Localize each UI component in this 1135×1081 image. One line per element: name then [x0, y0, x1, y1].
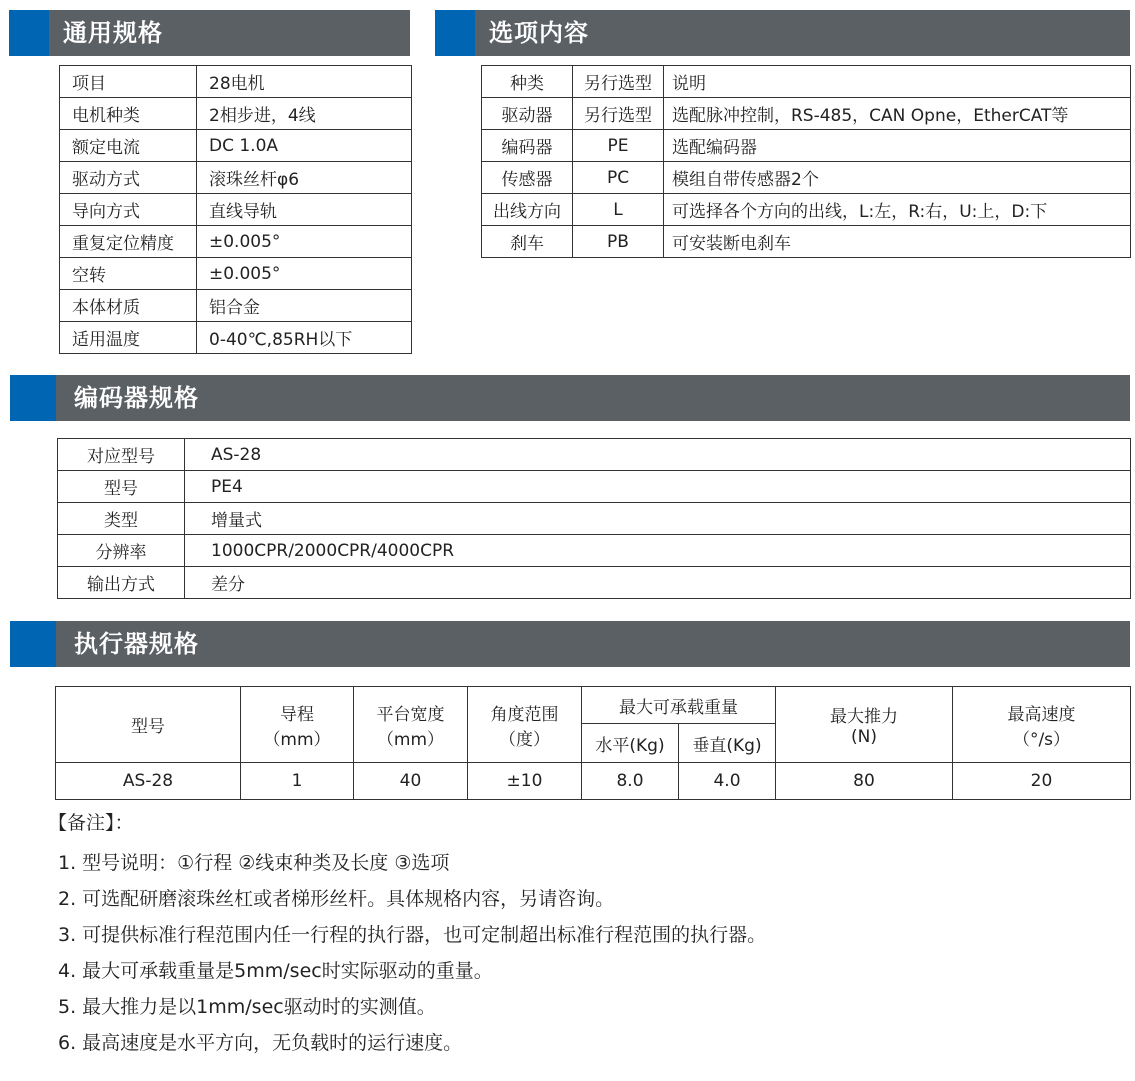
- note-item: 3. 可提供标准行程范围内任一行程的执行器，也可定制超出标准行程范围的执行器。: [58, 924, 767, 946]
- table-row: [60, 194, 412, 226]
- option-desc: 选配脉冲控制，RS-485，CAN Opne，EtherCAT等: [664, 98, 1131, 130]
- table-row: [60, 98, 412, 130]
- encoder-value: 增量式: [185, 503, 1131, 535]
- spec-value: 直线导轨: [197, 194, 412, 226]
- general-spec-title: 通用规格: [63, 19, 163, 47]
- option-code: L: [573, 194, 664, 226]
- header-label: 角度范围: [490, 704, 559, 725]
- cell-load-horizontal: 8.0: [582, 763, 679, 800]
- spec-label: 电机种类: [60, 98, 197, 130]
- option-kind: 出线方向: [482, 194, 573, 226]
- spec-value: 滚珠丝杆φ6: [197, 162, 412, 194]
- actuator-table: [55, 686, 1131, 800]
- spec-value: 2相步进，4线: [197, 98, 412, 130]
- table-row: [60, 322, 412, 354]
- table-row: [482, 162, 1131, 194]
- spec-value: 铝合金: [197, 290, 412, 322]
- header-accent: [9, 10, 49, 56]
- notes: [48, 808, 766, 1061]
- table-row: [56, 763, 1131, 800]
- encoder-title: 编码器规格: [74, 384, 199, 412]
- spec-label: 额定电流: [60, 130, 197, 162]
- spec-label: 适用温度: [60, 322, 197, 354]
- header-label: 平台宽度: [376, 704, 445, 725]
- table-row: [482, 130, 1131, 162]
- table-row: [482, 98, 1131, 130]
- table-row: [60, 290, 412, 322]
- options-header: [435, 10, 1130, 56]
- spec-value: DC 1.0A: [197, 130, 412, 162]
- option-kind: 传感器: [482, 162, 573, 194]
- general-spec-header: [9, 10, 410, 56]
- header-unit: (N): [851, 727, 877, 747]
- encoder-table: [57, 438, 1131, 599]
- encoder-label: 输出方式: [58, 567, 185, 599]
- option-code: PB: [573, 226, 664, 258]
- table-row: [482, 194, 1131, 226]
- table-row: [60, 162, 412, 194]
- option-desc: 选配编码器: [664, 130, 1131, 162]
- encoder-value: AS-28: [185, 439, 1131, 471]
- cell-lead: 1: [241, 763, 354, 800]
- option-code: PE: [573, 130, 664, 162]
- encoder-value: 差分: [185, 567, 1131, 599]
- header-label: 导程: [280, 704, 314, 725]
- encoder-value: PE4: [185, 471, 1131, 503]
- encoder-value: 1000CPR/2000CPR/4000CPR: [185, 535, 1131, 567]
- cell-width: 40: [354, 763, 468, 800]
- header-accent: [10, 375, 56, 421]
- col-load-horizontal: 水平(Kg): [582, 724, 679, 763]
- spec-value: 28电机: [197, 66, 412, 98]
- spec-label: 导向方式: [60, 194, 197, 226]
- col-load-vertical: 垂直(Kg): [679, 724, 776, 763]
- spec-label: 项目: [60, 66, 197, 98]
- table-row: [58, 503, 1131, 535]
- cell-speed: 20: [953, 763, 1131, 800]
- option-code: PC: [573, 162, 664, 194]
- col-angle: [468, 687, 582, 763]
- options-title: 选项内容: [489, 19, 589, 47]
- actuator-title: 执行器规格: [74, 630, 199, 658]
- option-desc: 可安装断电刹车: [664, 226, 1131, 258]
- general-spec-table: [59, 65, 412, 354]
- option-code: 另行选型: [573, 66, 664, 98]
- table-row: [58, 567, 1131, 599]
- col-thrust: [776, 687, 953, 763]
- encoder-label: 类型: [58, 503, 185, 535]
- spec-value: 0-40℃,85RH以下: [197, 322, 412, 354]
- note-item: 6. 最高速度是水平方向，无负载时的运行速度。: [58, 1032, 463, 1054]
- option-desc: 可选择各个方向的出线，L:左，R:右，U:上，D:下: [664, 194, 1131, 226]
- col-model: [56, 687, 241, 763]
- table-row: [60, 130, 412, 162]
- col-load: 最大可承载重量: [582, 687, 776, 724]
- header-unit: （度）: [499, 729, 550, 750]
- option-desc: 模组自带传感器2个: [664, 162, 1131, 194]
- encoder-label: 对应型号: [58, 439, 185, 471]
- notes-heading: 【备注】：: [48, 812, 134, 834]
- header-label: 型号: [131, 717, 165, 737]
- option-kind: 刹车: [482, 226, 573, 258]
- table-row: [60, 66, 412, 98]
- options-table: [481, 65, 1131, 258]
- spec-value: ±0.005°: [197, 258, 412, 290]
- table-row: [482, 66, 1131, 98]
- encoder-label: 分辨率: [58, 535, 185, 567]
- spec-label: 驱动方式: [60, 162, 197, 194]
- note-item: 1. 型号说明：①行程 ②线束种类及长度 ③选项: [58, 852, 450, 874]
- col-width: [354, 687, 468, 763]
- note-item: 5. 最大推力是以1mm/sec驱动时的实测值。: [58, 996, 436, 1018]
- table-row: [482, 226, 1131, 258]
- cell-model: AS-28: [56, 763, 241, 800]
- cell-load-vertical: 4.0: [679, 763, 776, 800]
- actuator-header: [10, 621, 1130, 667]
- table-row: [60, 226, 412, 258]
- encoder-label: 型号: [58, 471, 185, 503]
- table-row: [58, 535, 1131, 567]
- option-kind: 编码器: [482, 130, 573, 162]
- table-row: [58, 439, 1131, 471]
- col-lead: [241, 687, 354, 763]
- option-code: 另行选型: [573, 98, 664, 130]
- spec-value: ±0.005°: [197, 226, 412, 258]
- header-accent: [435, 10, 475, 56]
- option-kind: 种类: [482, 66, 573, 98]
- header-accent: [10, 621, 56, 667]
- cell-thrust: 80: [776, 763, 953, 800]
- header-label: 最大推力: [830, 707, 898, 727]
- cell-angle: ±10: [468, 763, 582, 800]
- note-item: 2. 可选配研磨滚珠丝杠或者梯形丝杆。具体规格内容，另请咨询。: [58, 888, 615, 910]
- table-row: [60, 258, 412, 290]
- encoder-header: [10, 375, 1130, 421]
- spec-label: 本体材质: [60, 290, 197, 322]
- note-item: 4. 最大可承载重量是5mm/sec时实际驱动的重量。: [58, 960, 493, 982]
- option-desc: 说明: [664, 66, 1131, 98]
- spec-label: 空转: [60, 258, 197, 290]
- spec-label: 重复定位精度: [60, 226, 197, 258]
- header-unit: （mm）: [263, 729, 331, 750]
- option-kind: 驱动器: [482, 98, 573, 130]
- col-speed: [953, 687, 1131, 763]
- table-row: [58, 471, 1131, 503]
- header-label: 最高速度: [1007, 704, 1076, 725]
- header-unit: （mm）: [376, 729, 445, 750]
- header-unit: （°/s）: [1012, 729, 1071, 750]
